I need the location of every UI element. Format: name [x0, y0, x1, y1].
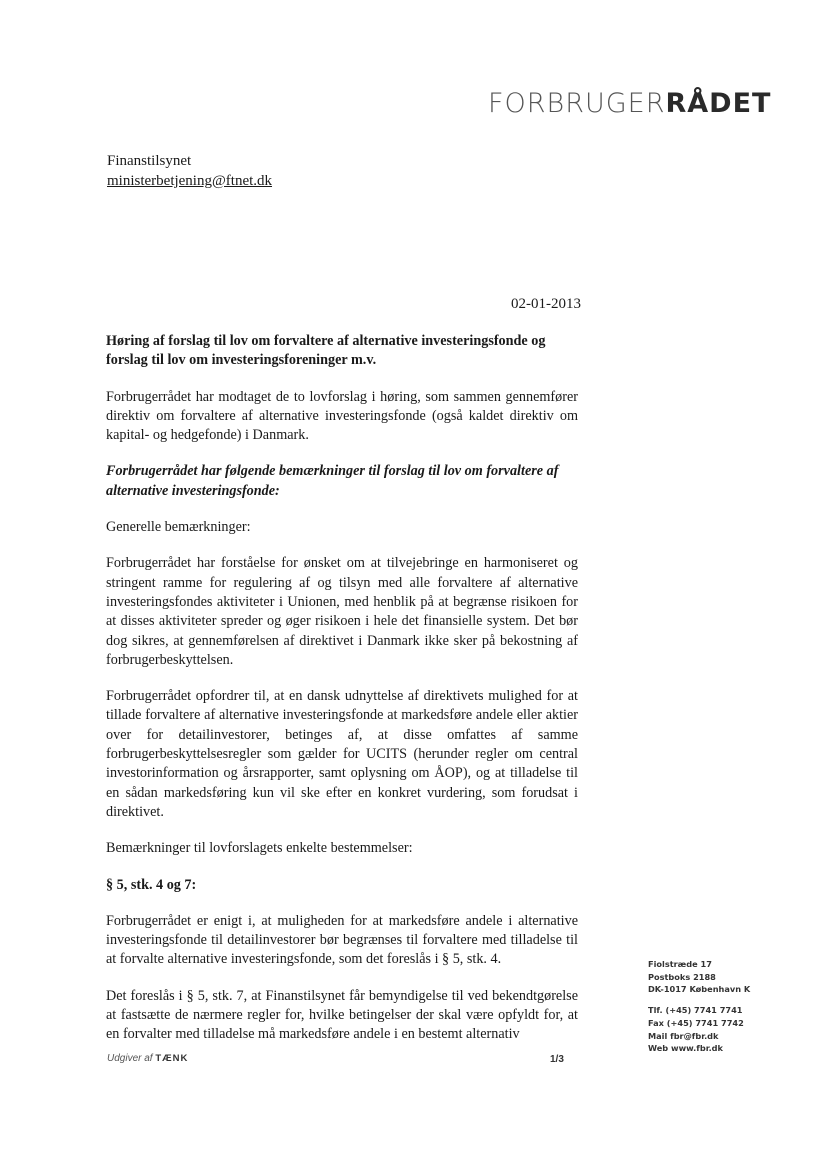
- intro-paragraph: Forbrugerrådet har modtaget de to lovforslag i høring, som sammen gennemfører direktiv om forvaltere af alternative investeringsfonde (også kaldet direktiv om kapital- og hedgefonde) i Danmark.: [106, 388, 578, 444]
- recipient-block: [107, 151, 272, 191]
- fax-line: Fax (+45) 7741 7742: [648, 1017, 744, 1028]
- section-paragraph-2: Det foreslås i § 5, stk. 7, at Finanstilsynet får bemyndigelse til ved bekendtgørelse at fastsætte de nærmere regler for, hvilke betingelser der skal være opfyldt for, at en forvalter med tilladelse må markedsføre andele i en bestemt alternativ: [106, 987, 578, 1043]
- section-paragraph-1: Forbrugerrådet er enigt i, at muligheden for at markedsføre andele i alternative investeringsfonde til detailinvestorer bør begrænses til forvaltere med tilladelse til at forvalte alternative investeringsfonde, som det foreslås i § 5, stk. 4.: [106, 912, 578, 968]
- contact-sidebar: [648, 958, 750, 1055]
- logo-light-text: FORBRUGER: [488, 88, 666, 119]
- mail-line[interactable]: Mail fbr@fbr.dk: [648, 1030, 719, 1041]
- logo-bold-text: RÅDET: [665, 88, 772, 119]
- specific-heading: Bemærkninger til lovforslagets enkelte bestemmelser:: [106, 840, 413, 857]
- recipient-name: Finanstilsynet: [107, 153, 192, 169]
- letter-date: 02-01-2013: [511, 296, 581, 312]
- page-number: 1/3: [550, 1054, 564, 1065]
- subject-line: Høring af forslag til lov om forvaltere af alternative investeringsfonde og forslag til lov om investeringsforeninger m.v.: [106, 333, 546, 369]
- publisher-prefix: Udgiver af: [107, 1053, 153, 1064]
- taenk-brand: TÆNK: [155, 1053, 189, 1064]
- general-heading: Generelle bemærkninger:: [106, 519, 251, 536]
- remarks-heading: Forbrugerrådet har følgende bemærkninger til forslag til lov om forvaltere af alternative investeringsfonde:: [106, 463, 559, 499]
- general-paragraph-2: Forbrugerrådet opfordrer til, at en dansk udnyttelse af direktivets mulighed for at tillade forvaltere af alternative investeringsfonde at markedsføre andele eller aktier over for detailinvestorer, betinges af, at disse omfattes af samme forbrugerbeskyttelsesregler som gælder for UCITS (herunder regler om central investorinformation og årsrapporter, samt oplysning om ÅOP), og at tilladelse til en sådan markedsføring kun vil ske efter en konkret vurdering, som forudsat i direktivet.: [106, 688, 578, 820]
- phone-line: Tlf. (+45) 7741 7741: [648, 1005, 743, 1016]
- forbrugerraadet-logo: [488, 88, 771, 119]
- letter-body: [106, 332, 578, 1062]
- address-line-3: DK-1017 København K: [648, 984, 751, 995]
- sidebar-spacer: [648, 996, 750, 1004]
- recipient-email[interactable]: ministerbetjening@ftnet.dk: [107, 173, 273, 189]
- address-line-2: Postboks 2188: [648, 971, 716, 982]
- address-line-1: Fiolstræde 17: [648, 959, 712, 969]
- publisher-footer: [107, 1053, 188, 1064]
- general-paragraph-1: Forbrugerrådet har forståelse for ønsket om at tilvejebringe en harmoniseret og stringent ramme for regulering af og tilsyn med alle forvaltere af alternative investeringsfondes aktiviteter i Unionen, med henblik på at begrænse risikoen for at disses aktiviteter spreder og øger risikoen i hele det finansielle system. Det bør dog sikres, at gennemførelsen af direktivet i Danmark ikke sker på bekostning af forbrugerbeskyttelsen.: [106, 555, 578, 668]
- web-line[interactable]: Web www.fbr.dk: [648, 1043, 723, 1054]
- section-heading: § 5, stk. 4 og 7:: [106, 876, 197, 893]
